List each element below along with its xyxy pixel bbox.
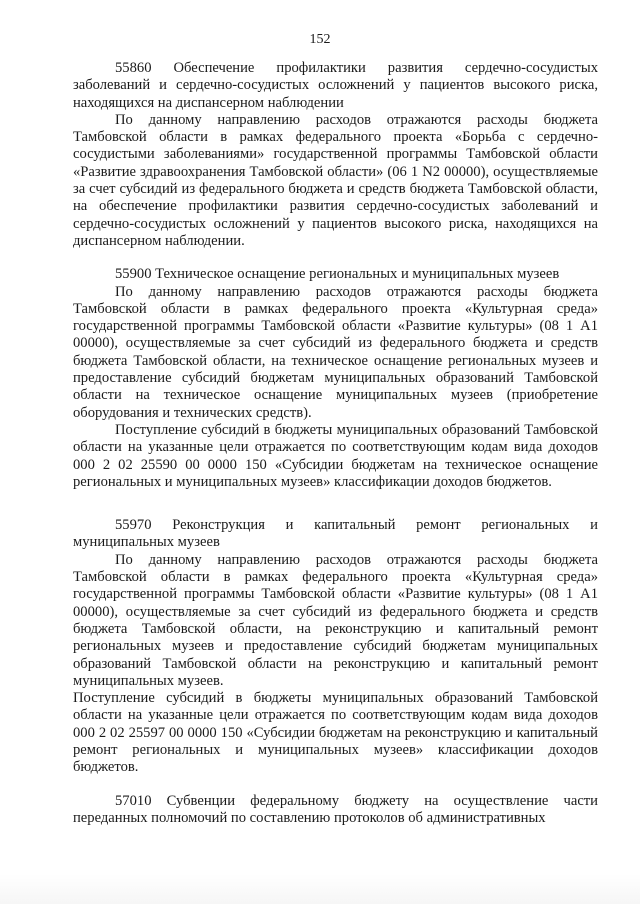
section-paragraph: По данному направлению расходов отражаются расходы бюджета Тамбовской области в рамках федерального проекта «Борьба с сердечно-сосудистыми заболеваниями» государственной программы Тамбовской области «Развитие здравоохранения Тамбовской области» (06 1 N2 00000), осуществляемые за счет субсидий из федерального бюджета и средств бюджета Тамбовской области, на обеспечение профилактики развития сердечно-сосудистых заболеваний и сердечно-сосудистых осложнений у пациентов высокого риска, находящихся на диспансерном наблюдении. [73, 111, 598, 249]
section-paragraph: По данному направлению расходов отражаются расходы бюджета Тамбовской области в рамках федерального проекта «Культурная среда» государственной программы Тамбовской области «Развитие культуры» (08 1 А1 00000), осуществляемые за счет субсидий из федерального бюджета и средств бюджета Тамбовской области, на реконструкцию и капитальный ремонт региональных музеев и предоставление субсидий бюджетам муниципальных образований Тамбовской области на реконструкцию и капитальный ремонт муниципальных музеев. [73, 551, 598, 689]
section-paragraph: Поступление субсидий в бюджеты муниципальных образований Тамбовской области на указанные цели отражается по соответствующим кодам вида доходов 000 2 02 25590 00 0000 150 «Субсидии бюджетам на техническое оснащение региональных и муниципальных музеев» классификации доходов бюджетов. [73, 421, 598, 490]
section-heading-55970: 55970 Реконструкция и капитальный ремонт региональных и муниципальных музеев [73, 517, 598, 551]
document-body [73, 60, 598, 827]
section-paragraph: Поступление субсидий в бюджеты муниципальных образований Тамбовской области на указанные цели отражается по соответствующим кодам вида доходов 000 2 02 25597 00 0000 150 «Субсидии бюджетам на реконструкцию и капитальный ремонт региональных и муниципальных музеев» классификации доходов бюджетов. [73, 690, 598, 776]
section-heading-55900: 55900 Техническое оснащение региональных и муниципальных музеев [115, 266, 560, 283]
page-number: 152 [309, 32, 331, 47]
section-paragraph: По данному направлению расходов отражаются расходы бюджета Тамбовской области в рамках федерального проекта «Культурная среда» государственной программы Тамбовской области «Развитие культуры» (08 1 А1 00000), осуществляемые за счет субсидий из федерального бюджета и средств бюджета Тамбовской области, на техническое оснащение региональных музеев и предоставление субсидий бюджетам муниципальных образований Тамбовской области на техническое оснащение муниципальных музеев (приобретение оборудования и технических средств). [73, 283, 598, 421]
scan-shadow [0, 874, 640, 904]
section-gap [73, 491, 598, 517]
section-gap [73, 250, 598, 266]
section-heading-57010: 57010 Субвенции федеральному бюджету на осуществление части переданных полномочий по составлению протоколов об административных [73, 792, 598, 826]
section-gap [73, 777, 598, 793]
section-heading-55860: 55860 Обеспечение профилактики развития сердечно-сосудистых заболеваний и сердечно-сосудистых осложнений у пациентов высокого риска, находящихся на диспансерном наблюдении [73, 60, 598, 111]
